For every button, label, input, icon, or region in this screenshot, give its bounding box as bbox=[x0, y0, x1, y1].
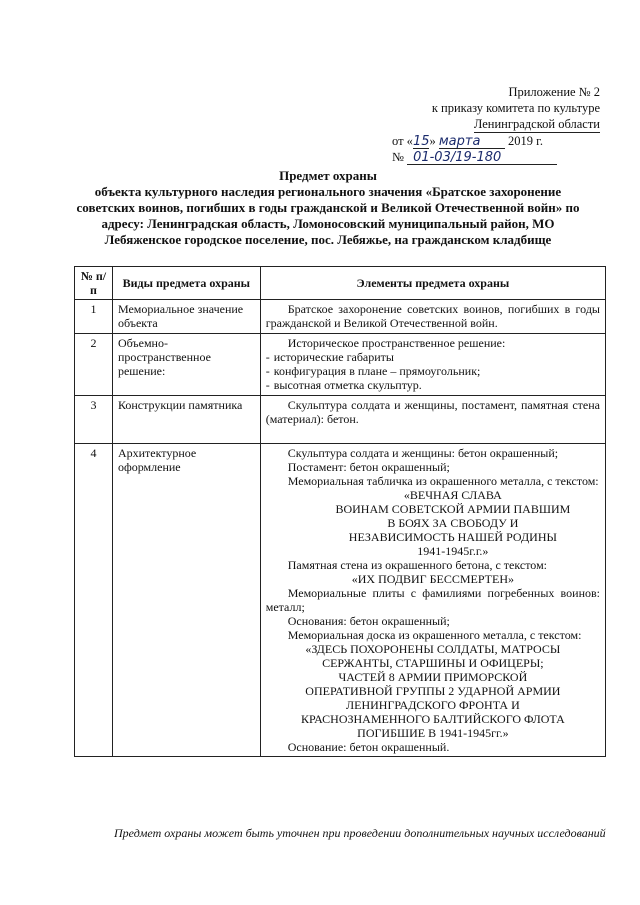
paragraph: Скульптура солдата и женщины: бетон окрашенный; bbox=[287, 446, 559, 460]
header-number: № п/п bbox=[75, 267, 113, 300]
document-subtitle: объекта культурного наследия регионального значения «Братское захоронение советских воинов, погибших в годы гражданской и Великой Отечественной войн» по адресу: Ленинградская область, Ломоносовский муниципальный район, МО Лебяженское городское поселение, пос. Лебяжье, на гражданском кладбище bbox=[76, 184, 580, 247]
handwritten-order-number: 01-03/19-180 bbox=[407, 151, 557, 165]
table-row bbox=[75, 444, 606, 757]
spatial-list bbox=[266, 350, 600, 392]
row-type: Мемориальное значение объекта bbox=[112, 300, 260, 334]
paragraph: Мемориальная табличка из окрашенного металла, с текстом: bbox=[287, 474, 599, 488]
order-number: № 01-03/19-180 bbox=[392, 149, 600, 165]
appendix-order-ref: к приказу комитета по культуре bbox=[431, 101, 600, 115]
row-number: 1 bbox=[75, 300, 113, 334]
appendix-number: Приложение № 2 bbox=[508, 85, 600, 99]
row-type: Конструкции памятника bbox=[112, 396, 260, 444]
inscription-line: ЛЕНИНГРАДСКОГО ФРОНТА И bbox=[345, 698, 520, 712]
appendix-region: Ленинградской области bbox=[473, 117, 600, 131]
row-number: 4 bbox=[75, 444, 113, 757]
row-elements: Братское захоронение советских воинов, погибших в годы гражданской и Великой Отечественной войн. bbox=[260, 300, 605, 334]
paragraph: Мемориальные плиты с фамилиями погребенных воинов: металл; bbox=[265, 586, 600, 614]
paragraph: Основания: бетон окрашенный; bbox=[287, 614, 450, 628]
list-item: - высотная отметка скульптур. bbox=[266, 378, 600, 392]
list-item: - исторические габариты bbox=[266, 350, 600, 364]
list-item: - конфигурация в плане – прямоугольник; bbox=[266, 364, 600, 378]
inscription-line: ВОИНАМ СОВЕТСКОЙ АРМИИ ПАВШИМ bbox=[335, 502, 571, 516]
row-elements bbox=[260, 334, 605, 396]
inscription-line: НЕЗАВИСИМОСТЬ НАШЕЙ РОДИНЫ bbox=[348, 530, 557, 544]
paragraph: Мемориальная доска из окрашенного металла, с текстом: bbox=[287, 628, 582, 642]
footnote: Предмет охраны может быть уточнен при проведении дополнительных научных исследований bbox=[114, 826, 606, 840]
protection-subject-table bbox=[74, 266, 606, 757]
inscription-line: ЧАСТЕЙ 8 АРМИИ ПРИМОРСКОЙ bbox=[338, 670, 528, 684]
inscription-wall: «ИХ ПОДВИГ БЕССМЕРТЕН» bbox=[351, 572, 514, 586]
row-elements bbox=[260, 444, 605, 757]
appendix-header bbox=[370, 84, 600, 165]
inscription-line: «ВЕЧНАЯ СЛАВА bbox=[403, 488, 502, 502]
inscription-plaque bbox=[266, 488, 600, 558]
table-row bbox=[75, 300, 606, 334]
handwritten-month: марта bbox=[439, 135, 505, 149]
row-elements: Скульптура солдата и женщины, постамент, памятная стена (материал): бетон. bbox=[260, 396, 605, 444]
inscription-line: СЕРЖАНТЫ, СТАРШИНЫ И ОФИЦЕРЫ; bbox=[322, 656, 544, 670]
spatial-intro: Историческое пространственное решение: bbox=[287, 336, 506, 350]
inscription-line: В БОЯХ ЗА СВОБОДУ И bbox=[387, 516, 519, 530]
table-row bbox=[75, 334, 606, 396]
inscription-line: 1941-1945г.г.» bbox=[417, 544, 489, 558]
inscription-line: ОПЕРАТИВНОЙ ГРУППЫ 2 УДАРНОЙ АРМИИ bbox=[305, 684, 561, 698]
paragraph: Постамент: бетон окрашенный; bbox=[287, 460, 450, 474]
header-type: Виды предмета охраны bbox=[112, 267, 260, 300]
row-type: Объемно-пространственное решение: bbox=[112, 334, 260, 396]
paragraph: Основание: бетон окрашенный. bbox=[287, 740, 450, 754]
row-number: 3 bbox=[75, 396, 113, 444]
inscription-line: ПОГИБШИЕ В 1941-1945гг.» bbox=[357, 726, 509, 740]
inscription-board bbox=[266, 642, 600, 740]
inscription-line: «ЗДЕСЬ ПОХОРОНЕНЫ СОЛДАТЫ, МАТРОСЫ bbox=[305, 642, 561, 656]
header-elements: Элементы предмета охраны bbox=[260, 267, 605, 300]
order-date: от «15» марта 2019 г. bbox=[392, 134, 543, 149]
handwritten-day: 15 bbox=[412, 134, 430, 149]
inscription-line: КРАСНОЗНАМЕННОГО БАЛТИЙСКОГО ФЛОТА bbox=[300, 712, 565, 726]
document-title: Предмет охраны bbox=[279, 168, 377, 183]
table-header-row bbox=[75, 267, 606, 300]
row-number: 2 bbox=[75, 334, 113, 396]
row-type: Архитектурное оформление bbox=[112, 444, 260, 757]
table-row bbox=[75, 396, 606, 444]
paragraph: Памятная стена из окрашенного бетона, с текстом: bbox=[287, 558, 548, 572]
